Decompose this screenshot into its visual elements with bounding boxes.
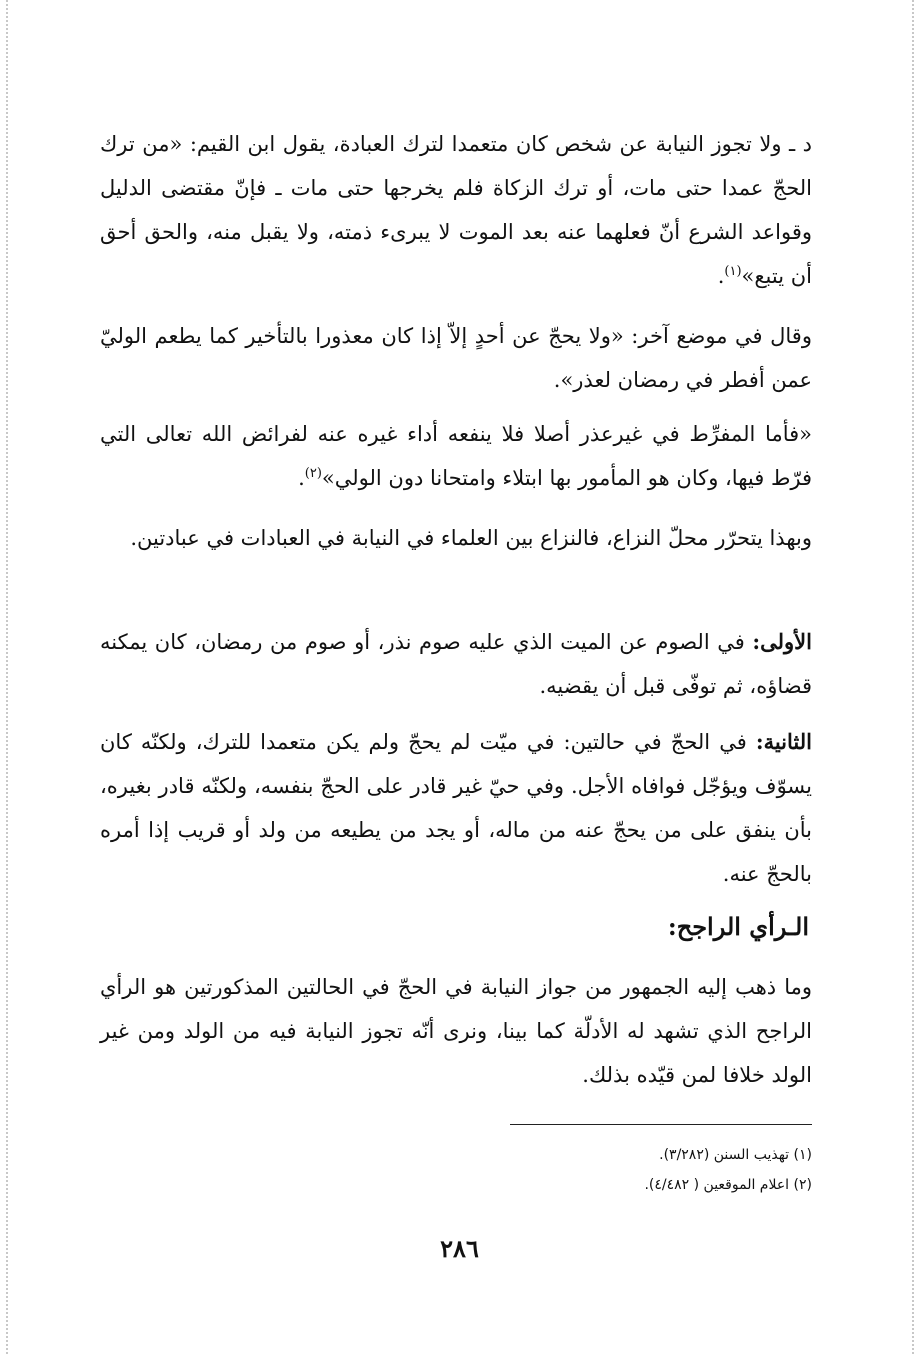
paragraph-first-case <box>100 620 812 708</box>
footnote-divider <box>510 1124 812 1125</box>
paragraph-lead: الثانية: <box>755 729 812 754</box>
footnote-2: (٢) اعلام الموقعين ( ٤/٤٨٢). <box>644 1177 812 1193</box>
paragraph-text: في الحجّ في حالتين: في ميّت لم يحجّ ولم يكن متعمدا للترك، ولكنّه كان يسوّف ويؤجّل فوافاه الأجل. وفي حيّ غير قادر على الحجّ بنفسه، ولكنّه قادر بغيره، بأن ينفق على من يحجّ عنه من ماله، أو يجد من يطيعه من ولد أو قريب إذا أمره بالحجّ عنه. <box>100 730 812 886</box>
page-number: ٢٨٦ <box>440 1234 479 1263</box>
paragraph-text: وما ذهب إليه الجمهور من جواز النيابة في الحجّ في الحالتين المذكورتين هو الرأي الراجح الذي تشهد له الأدلّة كما بينا، ونرى أنّه تجوز النيابة فيه من الولد ومن غير الولد خلافا لمن قيّده بذلك. <box>100 975 812 1087</box>
scan-edge-right <box>912 0 914 1354</box>
footnote-1: (١) تهذيب السنن (٣/٢٨٢). <box>659 1147 812 1163</box>
scan-edge-left <box>6 0 8 1354</box>
paragraph-text: «فأما المفرِّط في غيرعذر أصلا فلا ينفعه أداء غيره عنه لفرائض الله تعالى التي فرّط فيها، وكان هو المأمور بها ابتلاء وامتحانا دون الولي» <box>100 422 812 490</box>
footnote-ref-1: (١) <box>724 264 742 279</box>
paragraph-negligent <box>100 412 812 500</box>
paragraph-second-case <box>100 720 812 896</box>
footnotes <box>400 1140 812 1200</box>
paragraph-lead: الأولى: <box>752 629 812 654</box>
paragraph-end: . <box>717 264 725 288</box>
paragraph-text: د ـ ولا تجوز النيابة عن شخص كان متعمدا لترك العبادة، يقول ابن القيم: «من ترك الحجّ عمدا حتى مات، أو ترك الزكاة فلم يخرجها حتى مات ـ فإنّ مقتضى الدليل وقواعد الشرع أنّ فعلهما عنه بعد الموت لا يبرىء ذمته، ولا يقبل منه، والحق أحق أن يتبع» <box>100 132 812 288</box>
paragraph-ibn-qayyim-quote <box>100 122 812 298</box>
paragraph-dispute <box>100 516 812 560</box>
paragraph-end: . <box>298 466 305 490</box>
paragraph-text: وقال في موضع آخر: «ولا يحجّ عن أحدٍ إلاّ إذا كان معذورا بالتأخير كما يطعم الوليّ عمن أفطر في رمضان لعذر». <box>100 324 812 392</box>
paragraph-text: في الصوم عن الميت الذي عليه صوم نذر، أو صوم من رمضان، كان يمكنه قضاؤه، ثم توفّى قبل أن يقضيه. <box>100 630 812 698</box>
paragraph-another-place <box>100 314 812 402</box>
section-heading: الـرأي الراجح: <box>667 912 809 941</box>
paragraph-text: وبهذا يتحرّر محلّ النزاع، فالنزاع بين العلماء في النيابة في العبادات في عبادتين. <box>130 526 812 550</box>
paragraph-preferred-opinion <box>100 965 812 1097</box>
footnote-ref-2: (٢) <box>304 466 322 481</box>
